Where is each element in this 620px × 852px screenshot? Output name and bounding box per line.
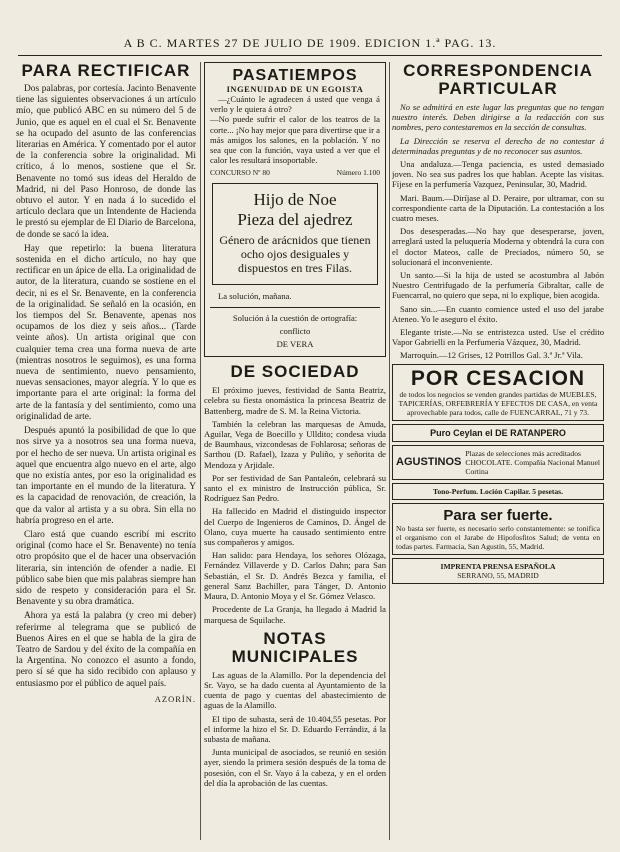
puzzle-line: Pieza del ajedrez bbox=[237, 210, 353, 230]
ad-para-ser-fuerte bbox=[392, 503, 604, 555]
section-title: NOTAS MUNICIPALES bbox=[231, 628, 359, 666]
sociedad-paragraph: El próximo jueves, festividad de Santa Beatriz, celebra su fiesta onomástica la princesa Beatriz de Battenberg, madre de S. M. la Reina Victoria. bbox=[204, 385, 386, 416]
page-header: A B C. MARTES 27 DE JULIO DE 1909. EDICION 1.ª PAG. 13. bbox=[123, 36, 497, 50]
previous-solution-label: Solución á la cuestión de ortografía: bbox=[232, 312, 358, 323]
column-para-rectificar bbox=[16, 62, 196, 840]
pasatiempo-text: —¿Cuánto le agradecen á usted que venga á verlo y le quiera á otro? —No puede sufrir el calor de los teatros de la corte... ¡No hay mejor que para divertirse que ir a más amigos los salones, en la población. Y no sea que con la función, vaya usted a ver que el calor les resultará insoportable. bbox=[210, 94, 380, 166]
puzzle-line: Hijo de Noe bbox=[253, 190, 337, 210]
ad-imprenta bbox=[392, 558, 604, 584]
sociedad-paragraph: Por ser festividad de San Pantaleón, celebrará su santo el ex ministro de Instrucción pública, Sr. Rodríguez San Pedro. bbox=[204, 472, 386, 504]
sociedad-paragraph: También la celebran las marquesas de Amuda, Aguilar, Vega de Boecillo y Ulldito; condesa viuda de Baumhaus, vizcondesas de Fohlarosa; señoras de Sarthou (D. Rafael), Izaza y Puliño, y señorita de Mendoza y Arjidale. bbox=[204, 418, 386, 470]
previous-solution-author: DE VERA bbox=[276, 339, 314, 350]
section-title: DE SOCIEDAD bbox=[230, 362, 360, 382]
solution-label: La solución, mañana. bbox=[218, 291, 292, 302]
section-title: PARTICULAR bbox=[438, 79, 558, 98]
column-divider bbox=[389, 62, 390, 840]
notas-paragraph: Las aguas de la Alamillo. Por la dependencia del Sr. Vayo, se ha dado cuenta al Ayuntamiento de la cuenta de pago y cuentas del abastecimiento de aguas de la Alamillo. bbox=[204, 669, 386, 711]
ad-line: SERRANO, 55, MADRID bbox=[457, 570, 539, 580]
correspondence-entry: Dos desesperadas.—No hay que desesperarse, joven, arreglará usted la peluquería Moderna y obtendrá la cura con el doctor Mateos, calle de Preciados, número 50, se solucionará el inconveniente. bbox=[392, 226, 604, 267]
article-signature: AZORÍN. bbox=[154, 693, 196, 704]
correspondence-entry: Sano sin...—En cuanto comience usted el uso del jarabe Ateneo. Yo le aseguro el éxito. bbox=[392, 303, 604, 324]
section-title: CORRESPONDENCIA bbox=[403, 62, 593, 80]
ad-por-cesacion bbox=[392, 364, 604, 421]
correspondence-entry: Una andaluza.—Tenga paciencia, es usted demasiado joven. No sea sus padres los que hablan. Acepte las visitas. Fíjese en la perfumería Vazquez, Peninsular, 30, Madrid. bbox=[392, 159, 604, 190]
sociedad-paragraph: Han salido: para Hendaya, los señores Olózaga, Fernández Villaverde y D. Carlos Dahn; para San Sebastián, el Sr. D. Andrés Bezca y familia, el general Sanz Bachiller, para Tánger, D. Antonio Maura, D. Antonio Moya y el Sr. Gómez Velasco. bbox=[204, 550, 386, 602]
article-paragraph: Ahora ya está la palabra (y creo mi deber) referirme al telegrama que se publicó de Buenos Aires en el que se habla de la gira de Teatro de Sardou y del éxito de la compañía en la Argentina. No conozco el asunto a fondo, pero sí sé que ha sido recibido con aplauso y entusiasmo por el público de aquel país. bbox=[16, 611, 196, 689]
ad-title: POR CESACION bbox=[410, 366, 586, 390]
header-rule bbox=[18, 55, 602, 56]
ad-text: No basta ser fuerte, es necesario serlo constantemente: se tonifica el organismo con el Jarabe de Hipofosfitos Salud; de venta en todas partes. Farmacia, San Agustín, 55, Madrid. bbox=[396, 523, 600, 551]
ad-line: IMPRENTA PRENSA ESPAÑOLA bbox=[440, 561, 556, 571]
article-title: PARA RECTIFICAR bbox=[21, 62, 191, 80]
ad-text: Puro Ceylan el DE RATANPERO bbox=[430, 427, 566, 438]
contest-note: Número 1.100 bbox=[336, 168, 380, 178]
sociedad-paragraph: Ha fallecido en Madrid el distinguido inspector del Cuerpo de Ingenieros de Caminos, D. Ángel de Olano, cuya muerte ha causado sentimiento entre sus compañeros y amigos. bbox=[204, 506, 386, 548]
ad-text: Plazas de selecciones más acreditados CHOCOLATE. Compañía Nacional Manuel Cortina bbox=[465, 448, 600, 476]
notas-paragraph: Junta municipal de asociados, se reunió en sesión ayer, siendo la primera sesión después de la toma de posesión, con el Sr. Vayo á la cabeza, y en el orden del día la aprobación de las cuentas. bbox=[204, 747, 386, 788]
puzzle-box bbox=[212, 183, 378, 285]
ad-text: Tono-Perfum. Loción Capilar. 5 pesetas. bbox=[432, 486, 563, 496]
ad-tono-perfum bbox=[392, 483, 604, 500]
ad-agustinos bbox=[392, 445, 604, 480]
correspondence-entry: Mari. Baum.—Diríjase al D. Peraire, por ultramar, con su correspondiente carta de la Diputación. La contestación a los cuatro meses. bbox=[392, 192, 604, 224]
article-paragraph: Hay que repetirlo: la buena literatura sostenida en el dicho artículo, no hay que rectificar en un ápice de ella. La originalidad de autor, de la literatura, cuando se sostiene en el decir, ni es el Sr. Benavente, en la conferencia de la originalidad. Se señaló en la ocasión, en los tiempos del Sr. Benavente, apenas nos ocupamos de los diez y seis años... (Tarde veinte años). Un artista original que con cualquier tema crea una forma nueva de arte (mientras nosotros le seguimos), es una forma nueva de sentimiento, nuevo pensamiento, nuevas sensaciones, mayor alegría. Y lo que es importante para el arte original: la forma del arte de la fantasía y del sentimiento, como una originalidad de arte. bbox=[16, 243, 196, 422]
puzzle-line: Género de arácnidos que tienen ocho ojos desiguales y dispuestos en tres Filas. bbox=[219, 233, 371, 276]
section-subtitle: INGENUIDAD DE UN EGOISTA bbox=[226, 85, 364, 94]
ad-puro-ceylan bbox=[392, 424, 604, 442]
contest-row bbox=[210, 168, 380, 177]
previous-solution-answer: conflicto bbox=[279, 325, 311, 336]
ad-title: AGUSTINOS bbox=[396, 456, 462, 469]
sociedad-paragraph: Procedente de La Granja, ha llegado á Madrid la marquesa de Squilache. bbox=[204, 604, 386, 625]
correspondence-entry: Un santo.—Si la hija de usted se acostumbra al Jabón Nuestro Centrifugado de la perfumería Gibraltar, calle de Fuencarral, no quiero que sepa, ni lo explique, bien acogida. bbox=[392, 270, 604, 301]
article-paragraph: Después apuntó la posibilidad de que lo que nos sirve ya a nosotros sea una forma nueva, por el hecho de ser nueva. Un artista original es aquel que encuentra algo nuevo en el arte, algo que no existía antes, por eso la originalidad es tan importante en el mundo de la literatura. Y es la capacidad de renovación, de creación, la que da valor al artista y a su obra. Sin ella no habría progreso en el arte. bbox=[16, 426, 196, 526]
correspondence-entry: Marroquín.—12 Grises, 12 Potrillos Gal. 3.ª Jr.ª Vila. bbox=[400, 350, 583, 361]
column-correspondencia bbox=[392, 62, 604, 840]
ad-title: Para ser fuerte. bbox=[443, 506, 553, 524]
column-divider bbox=[200, 62, 201, 840]
column-pasatiempos bbox=[204, 62, 386, 840]
correspondence-intro: La Dirección se reserva el derecho de no contestar á determinadas preguntas y de no reconocer sus asuntos. bbox=[392, 135, 604, 156]
ad-text: de todos los negocios se venden grandes partidas de MUEBLES, TAPICERÍAS, ORFEBRERÍA Y EFECTOS DE CASA, en venta aprovechable para todos, calle de FUENCARRAL, 71 y 73. bbox=[398, 389, 598, 417]
divider bbox=[210, 307, 380, 308]
pasatiempos-box bbox=[204, 62, 386, 357]
article-paragraph: Dos palabras, por cortesía. Jacinto Benavente tiene las siguientes observaciones á un artículo mío, que publicó ABC en su número del 5 de Junio, que es aquel en el cual el Sr. Benavente se ha ocupado del asunto de las conferencias literarias en América. Y comentado por el autor de la conferencia sobre la originalidad. Mi crítico, á lo menos, sostiene que el Sr. Benavente no tomó sus ideas del Heraldo de Madrid, ni del Paso Honroso, de donde las obtuvo el autor. Y en nada á lo sucedido el artículo declara que un Intendente de Hacienda le prestó su ejemplar de El Diario de Barcelona, de donde se sacó la idea. bbox=[16, 84, 196, 240]
section-title: PASATIEMPOS bbox=[232, 67, 358, 84]
contest-label: CONCURSO Nº 80 bbox=[210, 168, 270, 178]
article-paragraph: Claro está que cuando escribí mi escrito original (como hace el Sr. Benavente) no tenía otro propósito que el de hacer una observación literaria, sin intención de ofender a nadie. El público sabe bien que mis palabras siempre han sido de respeto y consideración para el Sr. Benavente y su obra dramática. bbox=[16, 529, 196, 608]
correspondence-intro: No se admitirá en este lugar las preguntas que no tengan nuestro interés. Deben dirigirse a la redacción con sus nombres, pero contestaremos en la sección de consultas. bbox=[392, 102, 604, 133]
correspondence-entry: Elegante triste.—No se entristezca usted. Use el crédito Vapor Gabrielli en la Perfumería Vázquez, 30, Madrid. bbox=[392, 327, 604, 348]
notas-paragraph: El tipo de subasta, será de 10.404,55 pesetas. Por el informe la hizo el Sr. D. Eduardo Ferrándiz, á la subasta de mañana. bbox=[204, 713, 386, 744]
